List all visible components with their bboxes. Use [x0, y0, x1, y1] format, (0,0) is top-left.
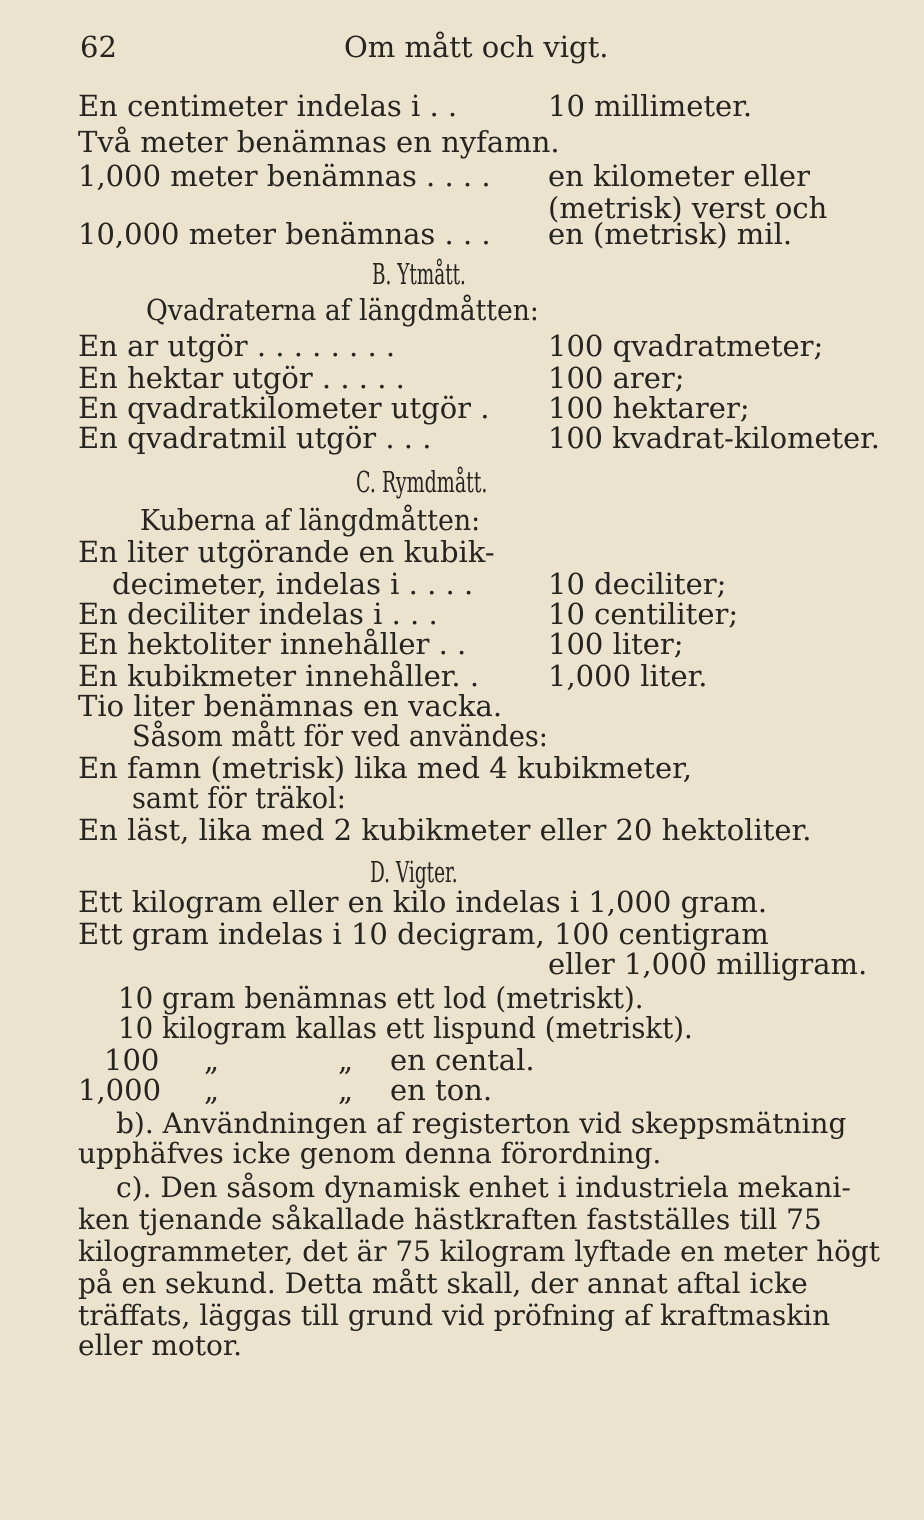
ditto-mark: „ [338, 1043, 354, 1077]
text-line: Ett kilogram eller en kilo indelas i 1,000 gram. [78, 885, 768, 919]
row-left: Två meter benämnas en nyfamn. [78, 125, 560, 159]
paragraph-b-line: upphäfves icke genom denna förordning. [78, 1137, 662, 1170]
row-right: 10 millimeter. [548, 89, 753, 123]
text-line: Ett gram indelas i 10 decigram, 100 centigram [78, 917, 769, 951]
ditto-amount: 100 [104, 1043, 160, 1077]
row-left: En ar utgör . . . . . . . . [78, 329, 396, 363]
row-right: 100 arer; [548, 361, 685, 395]
row-left: En qvadratmil utgör . . . [78, 421, 432, 455]
text-line: 10 kilogram kallas ett lispund (metriskt). [118, 1011, 693, 1045]
length-row [78, 86, 878, 126]
page-number: 62 [80, 30, 117, 64]
paragraph-c-line: ken tjenande såkallade hästkraften fastställes till 75 [78, 1203, 822, 1236]
row-right: en kilometer eller [548, 159, 810, 193]
paragraph-c-line: träffats, läggas till grund vid pröfning af kraftmaskin [78, 1299, 831, 1332]
ditto-mark: „ [338, 1073, 354, 1107]
ditto-text: en cental. [390, 1043, 535, 1077]
section-intro-volume: Kuberna af längdmåtten: [140, 503, 481, 537]
row-right: 100 liter; [548, 627, 684, 661]
row-left: En centimeter indelas i . . [78, 89, 458, 123]
section-heading-area: B. Ytmått. [372, 257, 466, 291]
ditto-mark: „ [204, 1073, 220, 1107]
row-left: En qvadratkilometer utgör . [78, 391, 490, 425]
row-right: (metrisk) verst och [548, 191, 828, 225]
row-right: 10 deciliter; [548, 567, 727, 601]
ditto-mark: „ [204, 1043, 220, 1077]
text-line: eller 1,000 milligram. [548, 947, 868, 981]
section-heading-volume: C. Rymdmått. [356, 465, 488, 499]
paragraph-c-line: på en sekund. Detta mått skall, der annat aftal icke [78, 1267, 808, 1300]
row-right: 1,000 liter. [548, 659, 708, 693]
section-heading-weight: D. Vigter. [370, 855, 458, 889]
text-line: 10 gram benämnas ett lod (metriskt). [118, 981, 644, 1015]
row-left: 1,000 meter benämnas . . . . [78, 159, 491, 193]
row-left: En hektoliter innehåller . . [78, 627, 467, 661]
row-right: en (metrisk) mil. [548, 217, 793, 251]
row-left: decimeter, indelas i . . . . [112, 567, 474, 601]
ditto-amount: 1,000 [78, 1073, 162, 1107]
row-left: 10,000 meter benämnas . . . [78, 217, 491, 251]
area-row [78, 418, 878, 458]
text-line: En famn (metrisk) lika med 4 kubikmeter, [78, 751, 693, 785]
section-intro-area: Qvadraterna af längdmåtten: [146, 293, 539, 327]
text-line: Såsom mått för ved användes: [132, 719, 548, 753]
row-left: En hektar utgör . . . . . [78, 361, 405, 395]
paragraph-c-line: c). Den såsom dynamisk enhet i industriela mekani- [116, 1171, 851, 1204]
row-right: 100 hektarer; [548, 391, 750, 425]
text-line: En läst, lika med 2 kubikmeter eller 20 hektoliter. [78, 813, 812, 847]
row-right: 100 qvadratmeter; [548, 329, 824, 363]
row-left: En deciliter indelas i . . . [78, 597, 438, 631]
text-line: samt för träkol: [132, 781, 346, 815]
ditto-text: en ton. [390, 1073, 493, 1107]
paragraph-c-line: kilogrammeter, det är 75 kilogram lyftade en meter högt [78, 1235, 880, 1268]
row-right: 10 centiliter; [548, 597, 739, 631]
length-row [78, 214, 878, 254]
row-left: En liter utgörande en kubik- [78, 535, 495, 569]
text-line: Tio liter benämnas en vacka. [78, 689, 503, 723]
paragraph-b-line: b). Användningen af registerton vid skeppsmätning [116, 1107, 847, 1140]
running-title: Om mått och vigt. [344, 30, 609, 64]
row-left: En kubikmeter innehåller. . [78, 659, 480, 693]
paragraph-c-line: eller motor. [78, 1329, 243, 1362]
row-right: 100 kvadrat-kilometer. [548, 421, 880, 455]
